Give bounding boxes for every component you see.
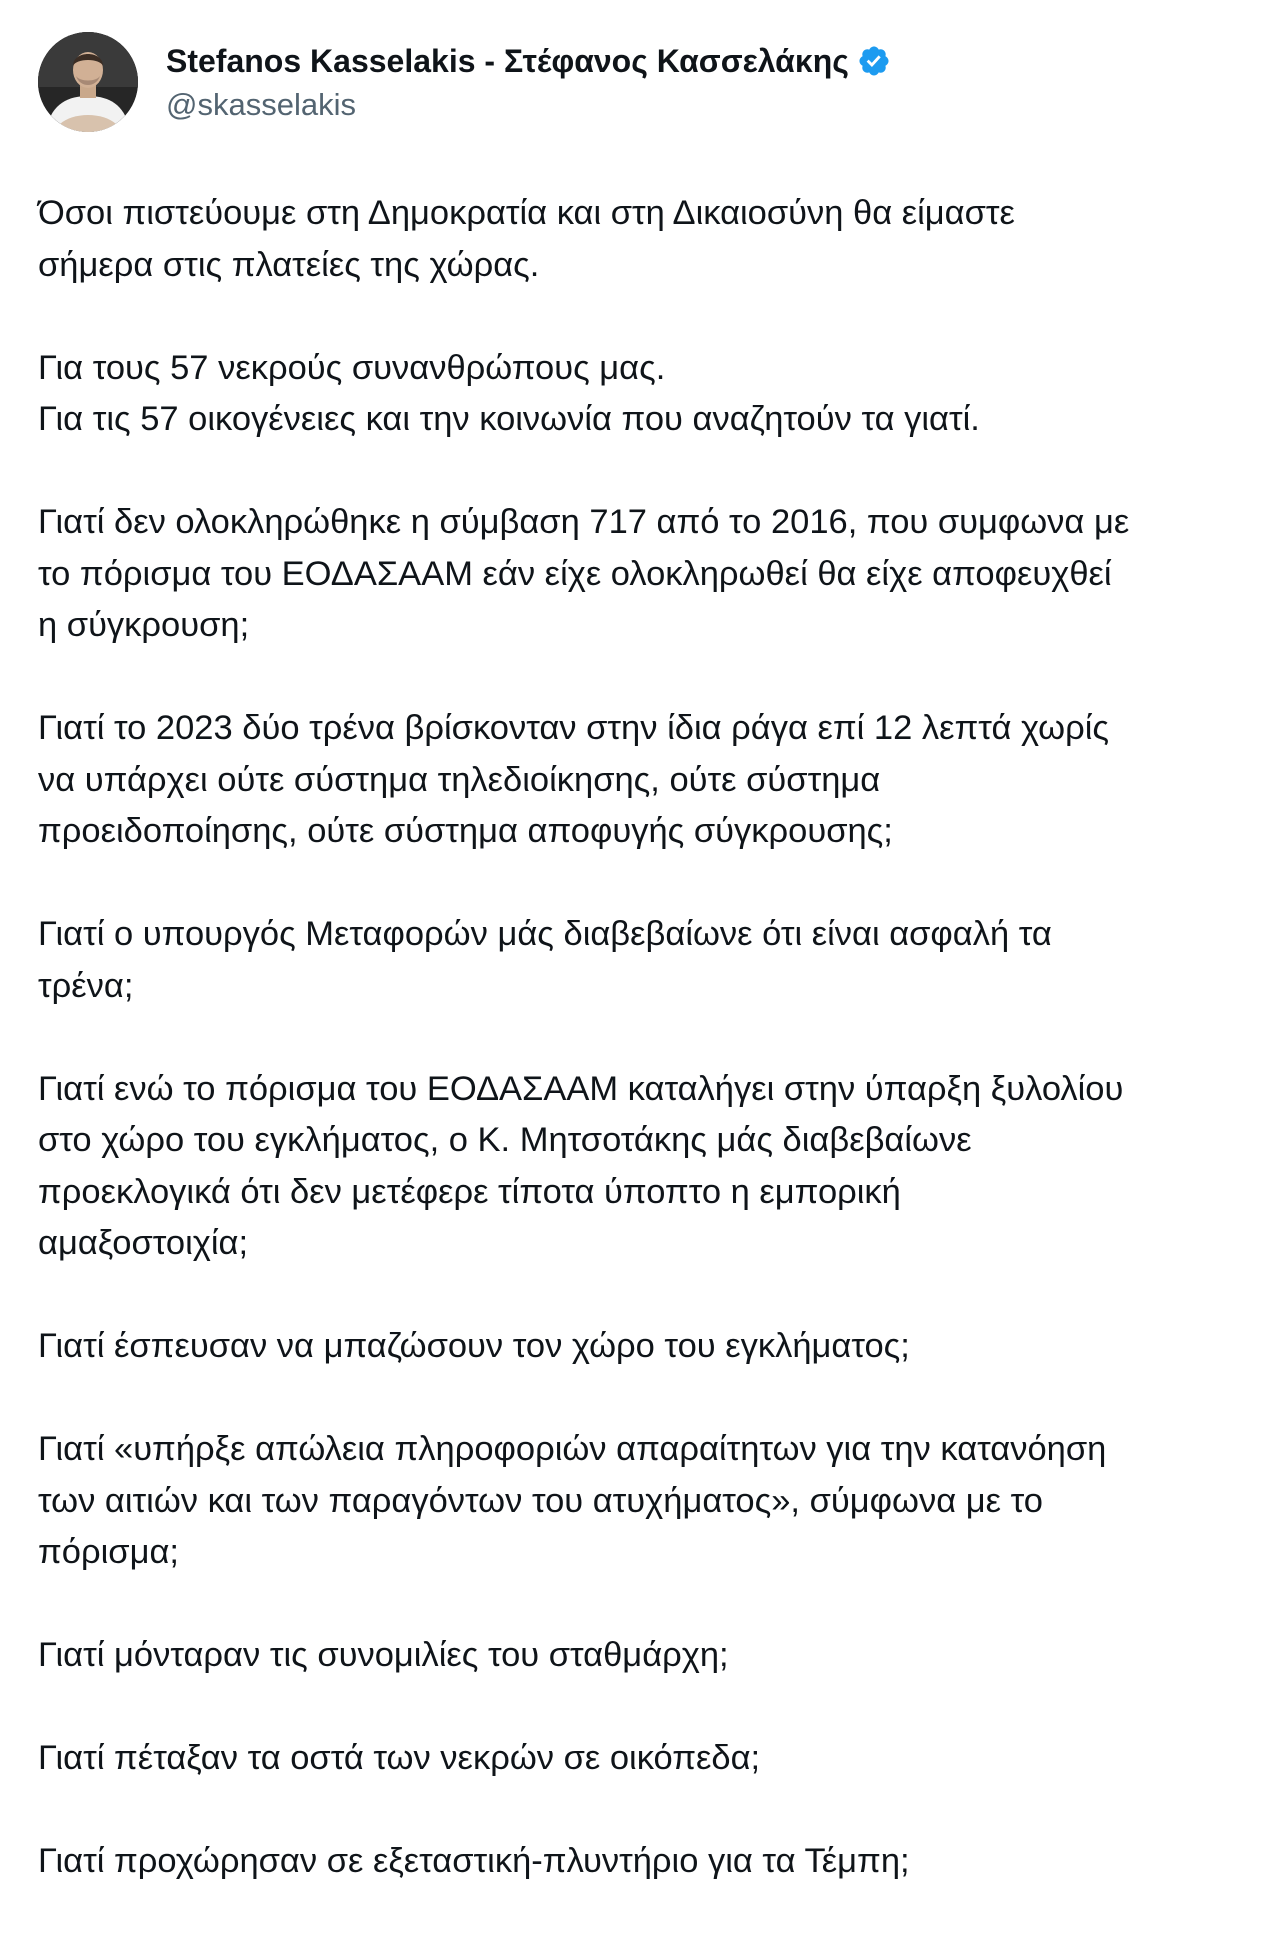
tweet-paragraph xyxy=(38,1064,1238,1270)
tweet-text-line: Για τις 57 οικογένειες και την κοινωνία που αναζητούν τα γιατί. xyxy=(38,400,980,438)
tweet-text xyxy=(38,188,1238,1939)
author-handle[interactable]: @skasselakis xyxy=(166,87,356,122)
tweet-text-line: σήμερα στις πλατείες της χώρας. xyxy=(38,245,540,284)
tweet-paragraph xyxy=(38,1424,1238,1579)
avatar-photo-icon xyxy=(38,32,138,132)
name-row xyxy=(166,39,891,83)
avatar[interactable] xyxy=(38,32,138,132)
tweet-text-line: Γιατί το 2023 δύο τρένα βρίσκονταν στην ίδια ράγα επί 12 λεπτά χωρίς xyxy=(38,709,1110,747)
tweet-paragraph xyxy=(38,497,1238,652)
tweet-text-line: Γιατί πέταξαν τα οστά των νεκρών σε οικόπεδα; xyxy=(38,1739,761,1777)
tweet-text-line: Γιατί έσπευσαν να μπαζώσουν τον χώρο του εγκλήματος; xyxy=(38,1327,910,1365)
tweet-paragraph xyxy=(38,188,1238,291)
tweet-text-line: το πόρισμα του ΕΟΔΑΣΑΑΜ εάν είχε ολοκληρωθεί θα είχε αποφευχθεί xyxy=(38,554,1112,593)
verified-badge-icon[interactable] xyxy=(857,44,891,78)
tweet-text-line: Για τους 57 νεκρούς συνανθρώπους μας. xyxy=(38,348,666,387)
tweet-text-line: Γιατί μόνταραν τις συνομιλίες του σταθμάρχη; xyxy=(38,1636,729,1674)
tweet-text-line: στο χώρο του εγκλήματος, ο Κ. Μητσοτάκης μάς διαβεβαίωνε xyxy=(38,1121,972,1159)
author-identity xyxy=(166,39,891,125)
tweet-paragraph xyxy=(38,1836,1238,1888)
tweet-text-line: Γιατί ενώ το πόρισμα του ΕΟΔΑΣΑΑΜ καταλήγει στην ύπαρξη ξυλολίου xyxy=(38,1069,1124,1108)
tweet-paragraph xyxy=(38,909,1238,1012)
tweet-paragraph xyxy=(38,1321,1238,1373)
tweet-text-line: προεκλογικά ότι δεν μετέφερε τίποτα ύποπτο η εμπορική xyxy=(38,1172,901,1211)
tweet-text-line: τρένα; xyxy=(38,966,134,1005)
tweet-text-line: αμαξοστοιχία; xyxy=(38,1224,249,1262)
tweet-text-line: των αιτιών και των παραγόντων του ατυχήματος», σύμφωνα με το xyxy=(38,1481,1043,1520)
tweet-text-line: Γιατί ο υπουργός Μεταφορών μάς διαβεβαίωνε ότι είναι ασφαλή τα xyxy=(38,915,1052,953)
author-display-name[interactable]: Stefanos Kasselakis - Στέφανος Κασσελάκης xyxy=(166,43,849,79)
tweet-paragraph xyxy=(38,1733,1238,1785)
tweet-text-line: πόρισμα; xyxy=(38,1533,179,1571)
tweet-paragraph xyxy=(38,343,1238,446)
tweet-text-line: προειδοποίησης, ούτε σύστημα αποφυγής σύγκρουσης; xyxy=(38,812,893,850)
tweet-text-line: Όσοι πιστεύουμε στη Δημοκρατία και στη Δικαιοσύνη θα είμαστε xyxy=(38,194,1015,232)
tweet-text-line: να υπάρχει ούτε σύστημα τηλεδιοίκησης, ούτε σύστημα xyxy=(38,760,881,799)
tweet-header xyxy=(38,32,891,132)
tweet-text-line: Γιατί δεν ολοκληρώθηκε η σύμβαση 717 από το 2016, που συμφωνα με xyxy=(38,503,1130,541)
tweet-text-line: η σύγκρουση; xyxy=(38,606,250,644)
tweet-text-line: Γιατί «υπήρξε απώλεια πληροφοριών απαραίτητων για την κατανόηση xyxy=(38,1430,1107,1468)
tweet-text-line: Γιατί προχώρησαν σε εξεταστική-πλυντήριο για τα Τέμπη; xyxy=(38,1842,910,1880)
tweet-paragraph xyxy=(38,1630,1238,1682)
tweet-paragraph xyxy=(38,703,1238,858)
